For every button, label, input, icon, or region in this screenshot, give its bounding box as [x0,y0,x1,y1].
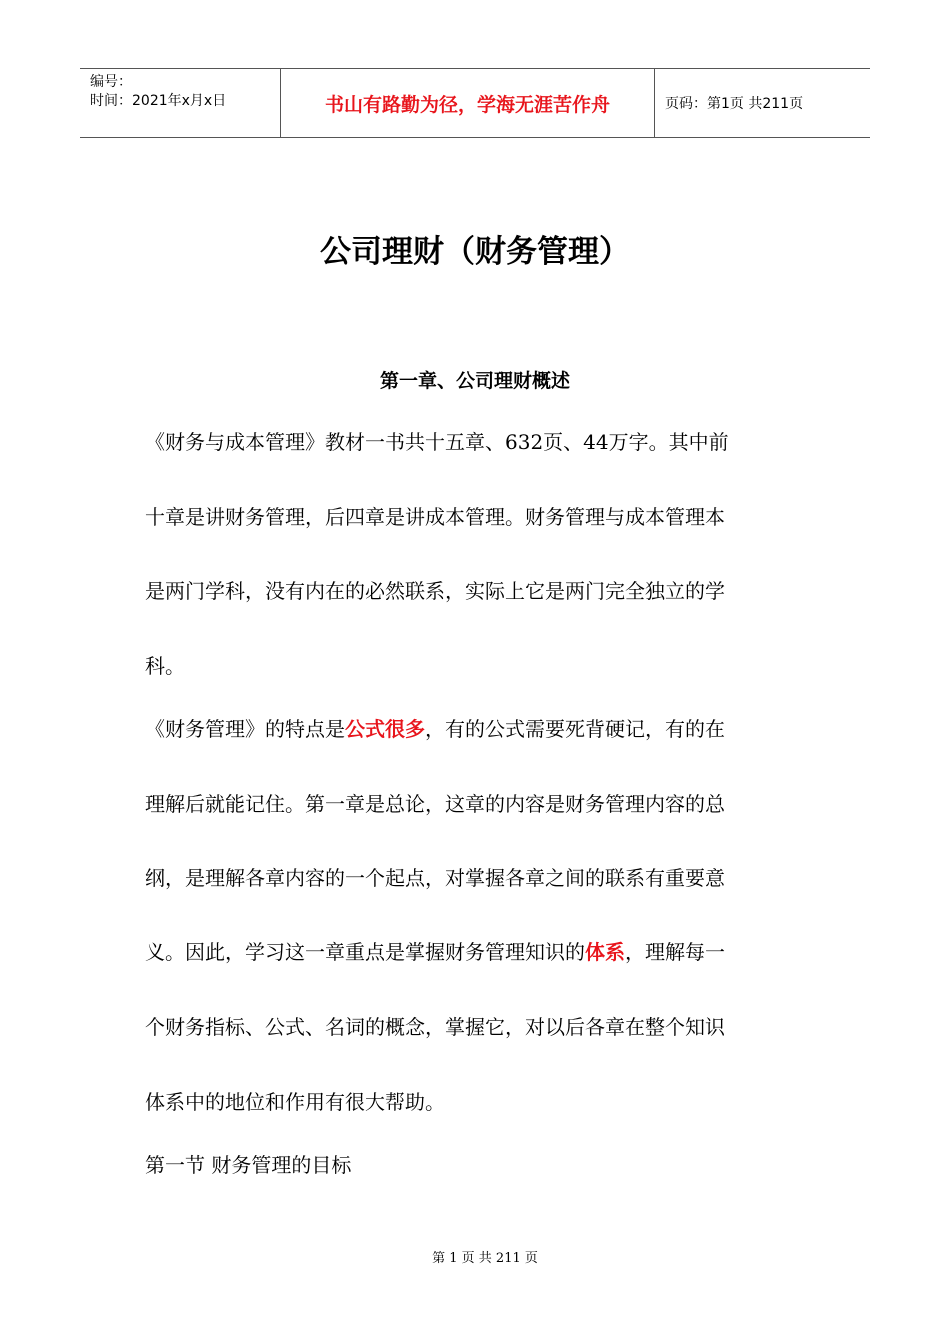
document-date-label: 时间：2021年x月x日 [90,93,227,109]
paragraph-line: 十章是讲财务管理，后四章是讲成本管理。财务管理与成本管理本 [145,505,725,529]
header-meta [80,69,280,137]
paragraph-line: 纲，是理解各章内容的一个起点，对掌握各章之间的联系有重要意 [145,866,725,890]
text-run: 义。因此，学习这一章重点是掌握财务管理知识的 [145,940,585,964]
paragraph-line: 体系中的地位和作用有很大帮助。 [145,1090,445,1114]
paragraph-line: 个财务指标、公式、名词的概念，掌握它，对以后各章在整个知识 [145,1015,725,1039]
paragraph-line: 是两门学科，没有内在的必然联系，实际上它是两门完全独立的学 [145,579,725,603]
chapter-title: 第一章、公司理财概述 [379,370,570,392]
document-number-label: 编号： [90,74,132,90]
highlight-text: 公式很多 [345,717,425,741]
paragraph-line [145,715,725,743]
header-motto: 书山有路勤为径，学海无涯苦作舟 [280,69,655,137]
header-page-info: 页码：第1页 共211页 [665,96,804,112]
paragraph-line: 理解后就能记住。第一章是总论，这章的内容是财务管理内容的总 [145,792,725,816]
section-heading: 第一节 财务管理的目标 [145,1153,352,1177]
text-run: ，理解每一 [625,940,725,964]
paragraph-line [145,938,725,966]
text-run: 《财务管理》的特点是 [145,717,345,741]
page-footer: 第 1 页 共 211 页 [432,1251,538,1266]
highlight-text: 体系 [585,940,625,964]
document-header [80,68,870,138]
paragraph-line: 《财务与成本管理》教材一书共十五章、632页、44万字。其中前 [145,430,729,454]
document-title: 公司理财（财务管理） [320,234,630,270]
paragraph-line: 科。 [145,654,185,678]
text-run: ，有的公式需要死背硬记，有的在 [425,717,725,741]
